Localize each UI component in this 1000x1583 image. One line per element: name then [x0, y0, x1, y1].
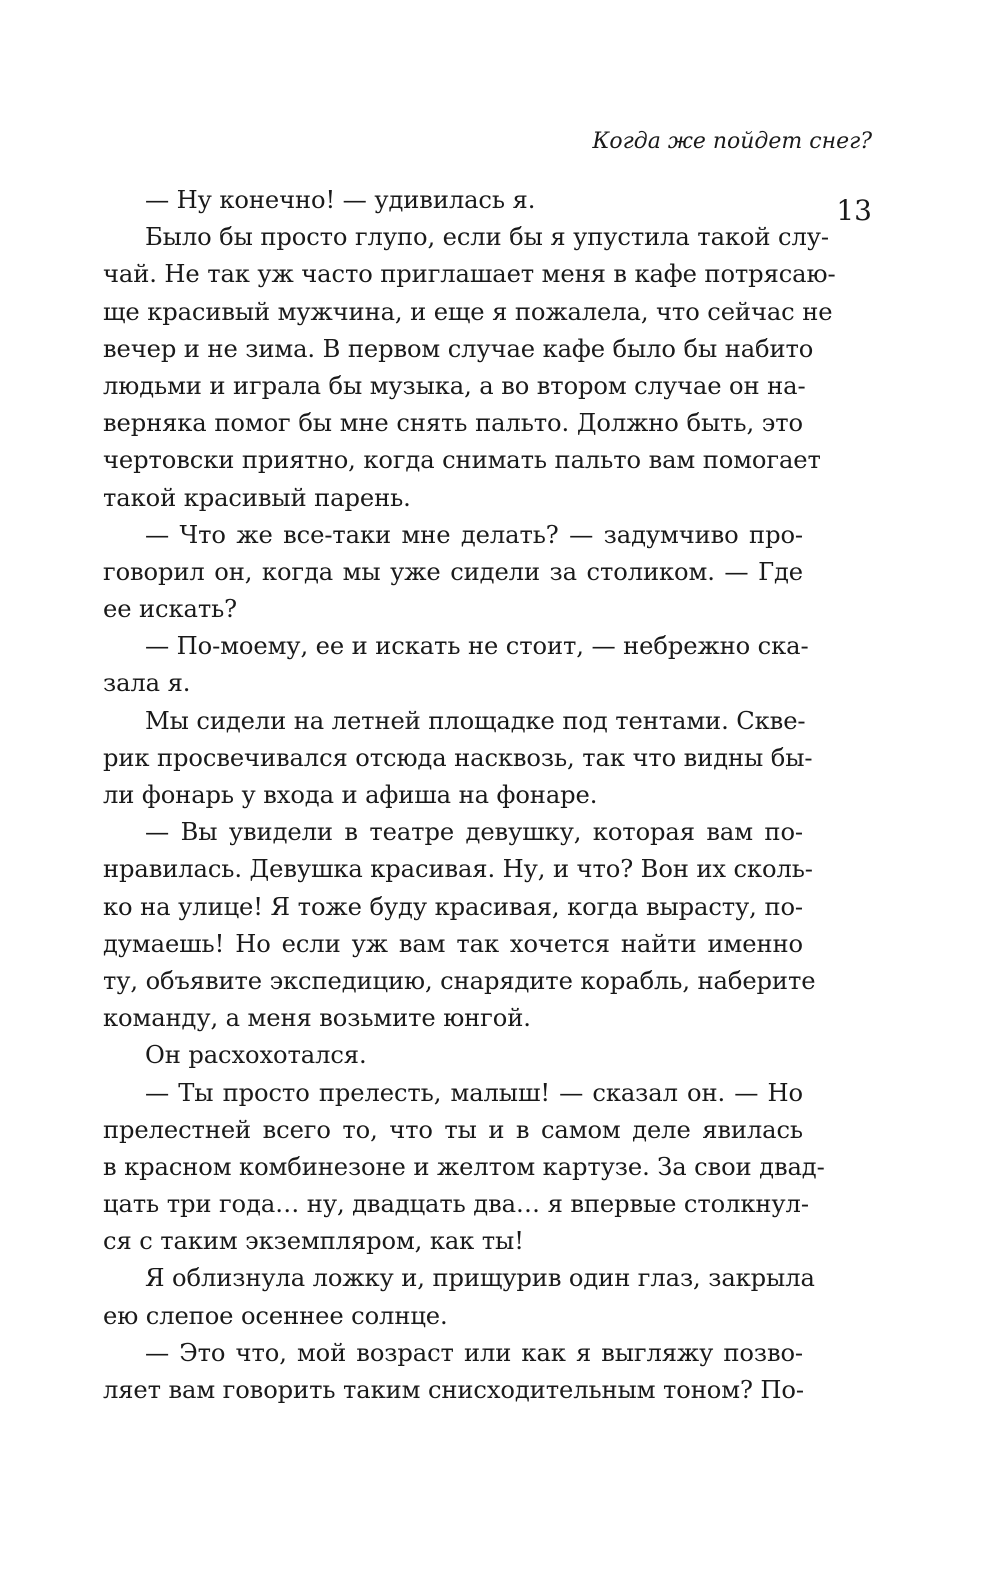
text-line: Было бы просто глупо, если бы я упустила такой слу- [145, 223, 829, 252]
text-line: такой красивый парень. [103, 483, 411, 512]
text-line: — Вы увидели в театре девушку, которая вам по- [145, 818, 803, 847]
text-line: ще красивый мужчина, и еще я пожалела, что сейчас не [103, 297, 833, 326]
text-line: в красном комбинезоне и желтом картузе. За свои двад- [103, 1152, 825, 1181]
text-line: зала я. [103, 669, 191, 698]
text-line: — Что же все-таки мне делать? — задумчиво про- [145, 520, 803, 549]
text-line: — Это что, мой возраст или как я выгляжу позво- [145, 1338, 803, 1367]
text-line: ляет вам говорить таким снисходительным тоном? По- [103, 1376, 804, 1404]
text-line: ко на улице! Я тоже буду красивая, когда вырасту, по- [103, 892, 803, 921]
body-text [103, 182, 836, 1409]
text-line: верняка помог бы мне снять пальто. Должно быть, это [103, 409, 803, 438]
text-line: Мы сидели на летней площадке под тентами. Скве- [145, 706, 806, 735]
text-line: ту, объявите экспедицию, снарядите корабль, наберите [103, 966, 816, 995]
page-number: 13 [836, 194, 872, 227]
text-line: — По-моему, ее и искать не стоит, — небрежно ска- [145, 632, 809, 661]
text-line: — Ну конечно! — удивилась я. [145, 186, 536, 214]
text-line: рик просвечивался отсюда насквозь, так что видны бы- [103, 743, 813, 772]
running-head: Когда же пойдет снег? [592, 129, 872, 154]
text-line: ли фонарь у входа и афиша на фонаре. [103, 781, 598, 809]
text-line: Я облизнула ложку и, прищурив один глаз, закрыла [145, 1264, 815, 1293]
text-line: вечер и не зима. В первом случае кафе было бы набито [103, 334, 814, 363]
text-line: говорил он, когда мы уже сидели за столиком. — Где [103, 557, 803, 586]
text-line: нравилась. Девушка красивая. Ну, и что? Вон их сколь- [103, 855, 813, 884]
text-line: чай. Не так уж часто приглашает меня в кафе потрясаю- [103, 260, 836, 289]
text-line: цать три года… ну, двадцать два… я впервые столкнул- [103, 1190, 809, 1219]
text-line: Он расхохотался. [145, 1041, 367, 1070]
text-line: ее искать? [103, 595, 238, 624]
text-line: прелестней всего то, что ты и в самом деле явилась [103, 1115, 803, 1144]
text-line: думаешь! Но если уж вам так хочется найти именно [103, 929, 803, 958]
text-line: ся с таким экземпляром, как ты! [103, 1227, 524, 1256]
text-line: ею слепое осеннее солнце. [103, 1301, 448, 1330]
text-line: команду, а меня возьмите юнгой. [103, 1004, 531, 1033]
text-line: людьми и играла бы музыка, а во втором случае он на- [103, 371, 806, 400]
text-line: чертовски приятно, когда снимать пальто вам помогает [103, 446, 821, 475]
text-line: — Ты просто прелесть, малыш! — сказал он. — Но [145, 1078, 803, 1107]
